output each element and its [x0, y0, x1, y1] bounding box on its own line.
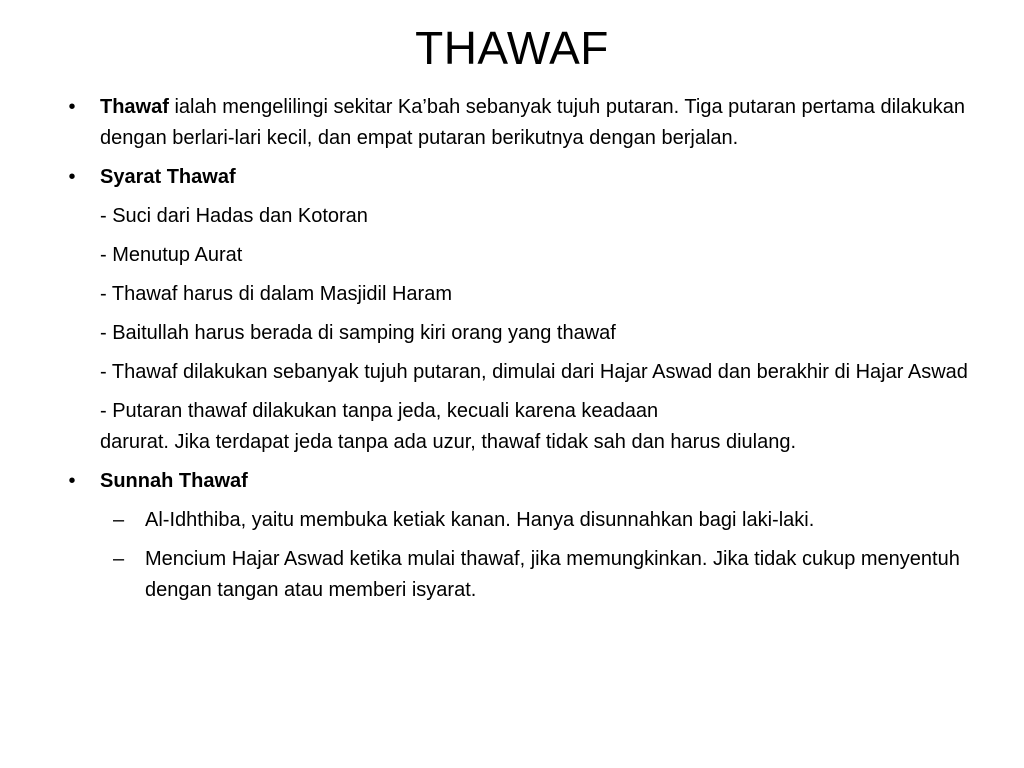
syarat-line — [100, 396, 968, 458]
bullet-icon: • — [68, 470, 76, 492]
syarat-line: - Thawaf dilakukan sebanyak tujuh putaran, dimulai dari Hajar Aswad dan berakhir di Hajar Aswad — [100, 361, 968, 383]
sunnah-heading: Sunnah Thawaf — [100, 470, 248, 492]
sunnah-subitem-text: Al-Idhthiba, yaitu membuka ketiak kanan. Hanya disunnahkan bagi laki-laki. — [145, 509, 815, 531]
bullet-icon: • — [68, 96, 76, 118]
syarat-line: - Menutup Aurat — [100, 244, 243, 266]
sunnah-subitem — [113, 544, 968, 606]
syarat-heading: Syarat Thawaf — [100, 166, 236, 188]
slide-title: THAWAF — [415, 22, 609, 74]
dash-icon: – — [113, 548, 125, 570]
thawaf-definition-text: ialah mengelilingi sekitar Ka’bah sebanyak tujuh putaran. Tiga putaran pertama dilakukan dengan berlari-lari kecil, dan empat putaran berikutnya dengan berjalan. — [100, 96, 965, 149]
sunnah-subitem — [113, 505, 968, 536]
syarat-line-part: darurat. Jika terdapat jeda tanpa ada uzur, thawaf tidak sah dan harus diulang. — [100, 431, 797, 453]
bullet-item-thawaf-definition — [68, 92, 968, 154]
sunnah-subitem-text: Mencium Hajar Aswad ketika mulai thawaf, jika memungkinkan. Jika tidak cukup menyentuh dengan tangan atau memberi isyarat. — [145, 548, 960, 601]
term-thawaf: Thawaf — [100, 96, 169, 118]
syarat-line: - Suci dari Hadas dan Kotoran — [100, 205, 368, 227]
syarat-line-part: - Putaran thawaf dilakukan tanpa jeda, kecuali karena keadaan — [100, 400, 659, 422]
dash-icon: – — [113, 509, 125, 531]
bullet-item-syarat-thawaf — [68, 162, 968, 193]
syarat-line: - Thawaf harus di dalam Masjidil Haram — [100, 283, 452, 305]
syarat-line: - Baitullah harus berada di samping kiri orang yang thawaf — [100, 322, 616, 344]
slide-content — [68, 92, 968, 606]
bullet-item-sunnah-thawaf — [68, 466, 968, 497]
bullet-icon: • — [68, 166, 76, 188]
